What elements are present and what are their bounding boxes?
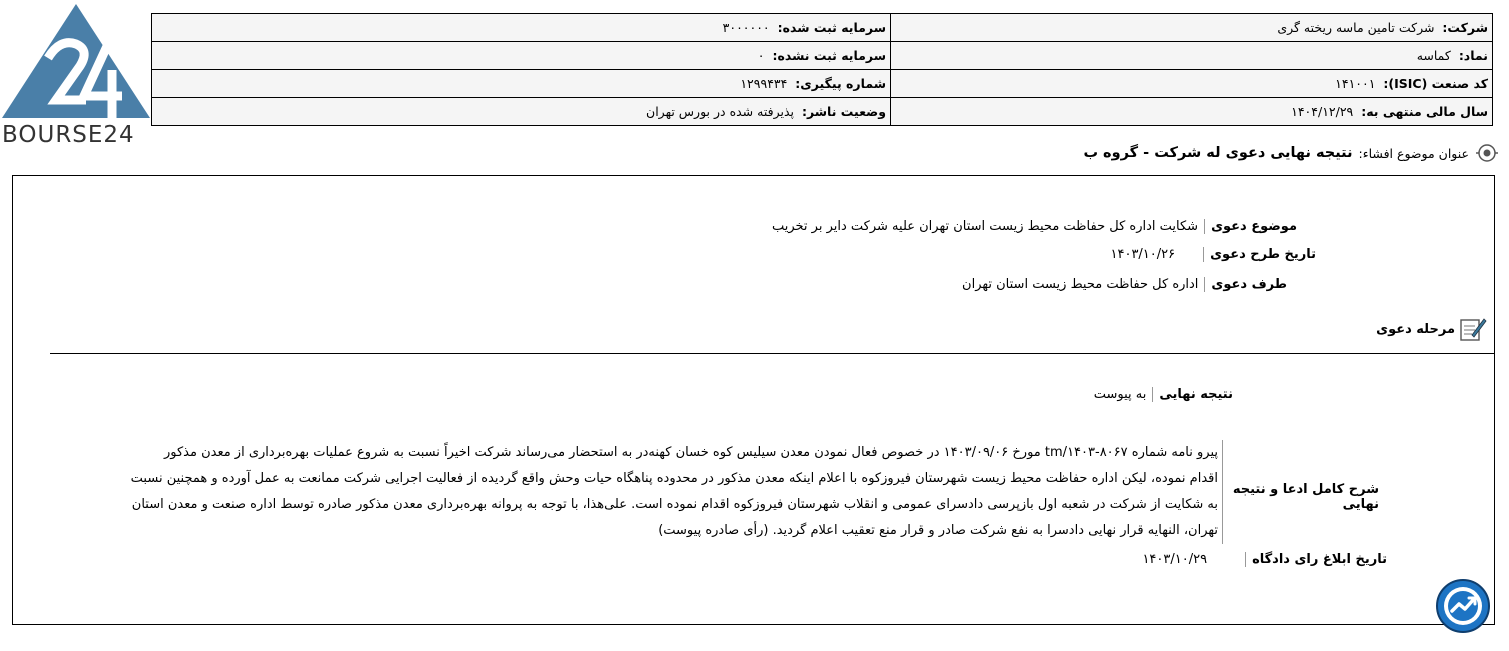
info-cell-right: نماد: کماسه bbox=[891, 42, 1493, 70]
disclosure-label: عنوان موضوع افشاء: bbox=[1358, 145, 1469, 161]
chart-trend-icon bbox=[1436, 579, 1490, 633]
info-cell-right: شرکت: شرکت تامین ماسه ریخته گری bbox=[891, 14, 1493, 42]
info-row bbox=[152, 42, 1493, 70]
bourse24-logo bbox=[0, 0, 152, 150]
chat-button[interactable] bbox=[1436, 579, 1490, 633]
claim-stage-heading: مرحله دعوی bbox=[1376, 316, 1487, 342]
target-icon bbox=[1475, 141, 1499, 165]
description-line: به شکایت از شرکت در شعبه اول بازپرسی دادسرای عمومی و انقلاب شهرستان فیروزکوه اقدام نموده است. علی‌هذا، با توجه به پروانه بهره‌برداری معدن مذکور صادره توسط اداره صنعت و معدن استان bbox=[131, 497, 1218, 512]
description-line: تهران، النهایه قرار نهایی دادسرا به نفع شرکت صادر و قرار منع تعقیب اعلام گردید. (رأی صادره پیوست) bbox=[658, 523, 1218, 538]
full-description-label: شرح کامل ادعا و نتیجه نهایی bbox=[1232, 482, 1379, 512]
description-separator bbox=[1222, 440, 1223, 544]
description-line: اقدام نموده، لیکن اداره حفاظت محیط زیست شهرستان فیروزکوه با اعلام اینکه معدن مذکور در محدوده پناهگاه حیات وحش واقع گردیده از فعالیت اجرایی شرکت ممانعت به عمل آورده و همچنین نسبت bbox=[130, 471, 1218, 486]
logo-text: BOURSE24 bbox=[2, 122, 135, 148]
final-result-field: نتیجه نهایی به پیوست bbox=[1093, 387, 1233, 402]
edit-document-icon bbox=[1459, 316, 1487, 342]
info-row bbox=[152, 70, 1493, 98]
section-divider bbox=[50, 353, 1494, 354]
description-line: پیرو نامه شماره ۸۰۶۷-۱۴۰۳/tm مورخ ۱۴۰۳/۰۹/۰۶ در خصوص فعال نمودن معدن سیلیس کوه خسان کهنه‌در به استحضار می‌رساند شرکت اخیراً نسبت به شروع عملیات بهره‌برداری از معدن مذکور bbox=[163, 445, 1218, 460]
company-info-table bbox=[151, 13, 1493, 126]
court-notice-date-field: تاریخ ابلاغ رای دادگاه ۱۴۰۳/۱۰/۲۹ bbox=[1142, 552, 1387, 567]
info-cell-right: سال مالی منتهی به: ۱۴۰۴/۱۲/۲۹ bbox=[891, 98, 1493, 126]
info-cell-left: سرمایه ثبت شده: ۳۰۰۰۰۰۰ bbox=[152, 14, 891, 42]
disclosure-title-row bbox=[1083, 141, 1499, 165]
info-cell-left: شماره پیگیری: ۱۲۹۹۴۳۴ bbox=[152, 70, 891, 98]
info-row bbox=[152, 14, 1493, 42]
disclosure-title: نتیجه نهایی دعوی له شرکت - گروه ب bbox=[1083, 145, 1353, 161]
claim-date-field: تاریخ طرح دعوی ۱۴۰۳/۱۰/۲۶ bbox=[1110, 247, 1316, 262]
claim-subject-field: موضوع دعوی شکایت اداره کل حفاظت محیط زیست استان تهران علیه شرکت دایر بر تخریب bbox=[771, 219, 1297, 234]
info-cell-right: کد صنعت (ISIC): ۱۴۱۰۰۱ bbox=[891, 70, 1493, 98]
info-cell-left: وضعیت ناشر: پذیرفته شده در بورس تهران bbox=[152, 98, 891, 126]
claim-party-field: طرف دعوی اداره کل حفاظت محیط زیست استان تهران bbox=[962, 277, 1287, 292]
info-cell-left: سرمایه ثبت نشده: ۰ bbox=[152, 42, 891, 70]
full-description-text bbox=[130, 440, 1218, 544]
info-row bbox=[152, 98, 1493, 126]
logo-triangle-icon bbox=[0, 0, 152, 122]
